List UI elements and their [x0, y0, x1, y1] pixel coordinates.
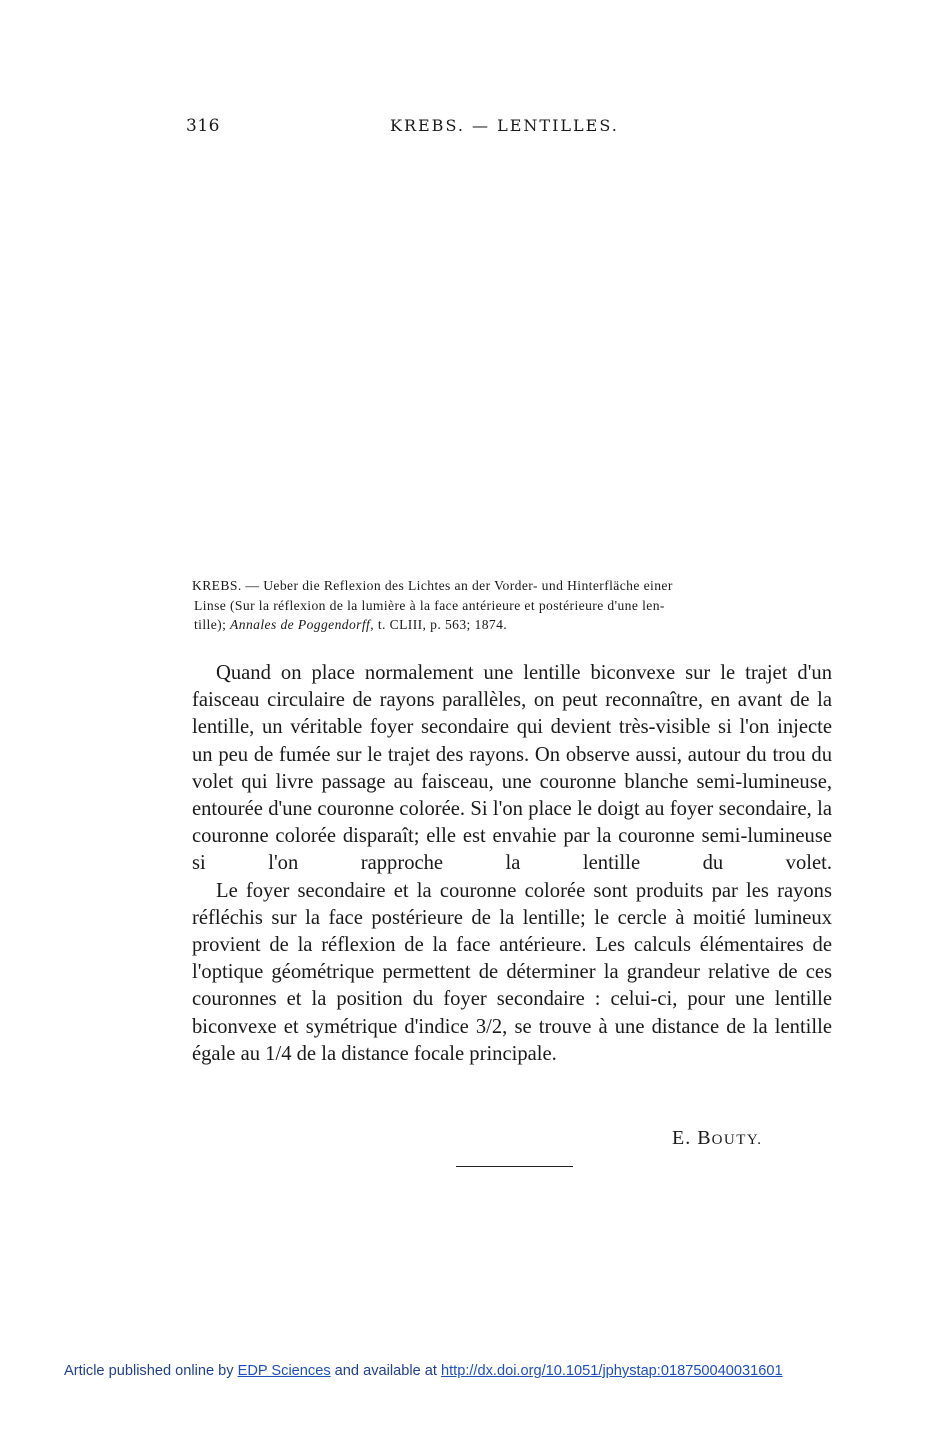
bibliographic-reference — [192, 576, 832, 635]
page-number: 316 — [186, 116, 220, 136]
publication-footer — [64, 1363, 884, 1379]
journal-title: Annales de Poggendorff, — [230, 617, 375, 632]
signature-initial: E. B — [672, 1127, 712, 1149]
reference-line-1: KREBS. — Ueber die Reflexion des Lichtes an der Vorder- und Hinterfläche einer — [192, 578, 673, 593]
reference-line-3 — [192, 615, 832, 635]
reference-line-3-end: t. CLIII, p. 563; 1874. — [374, 617, 508, 632]
section-divider — [456, 1166, 573, 1167]
page-header — [0, 116, 930, 140]
paragraph-2: Le foyer secondaire et la couronne colorée sont produits par les rayons réfléchis sur la face postérieure de la lentille; le cercle à moitié lumineux provient de la réflexion de la face antérieure. Les calculs élémentaires de l'optique géométrique permettent de déterminer la grandeur relative de ces couronnes et la position du foyer secondaire : celui-ci, pour une lentille biconvexe et symétrique d'indice 3/2, se trouve à une distance de la lentille égale au 1/4 de la distance focale principale. — [192, 879, 832, 1065]
footer-middle: and available at — [330, 1363, 441, 1379]
running-head: KREBS. — LENTILLES. — [390, 116, 619, 135]
publisher-link[interactable]: EDP Sciences — [237, 1363, 331, 1379]
paragraph-1: Quand on place normalement une lentille biconvexe sur le trajet d'un faisceau circulaire de rayons parallèles, on peut reconnaître, en avant de la lentille, un véritable foyer secondaire qui devient très-visible si l'on injecte un peu de fumée sur le trajet des rayons. On observe aussi, autour du trou du volet qui livre passage au faisceau, une couronne blanche semi-lumineuse, entourée d'une couronne colorée. Si l'on place le doigt au foyer secondaire, la couronne colorée disparaît; elle est envahie par la couronne semi-lumineuse si l'on rapproche la lentille du volet. — [192, 662, 832, 875]
doi-link[interactable]: http://dx.doi.org/10.1051/jphystap:018750040031601 — [440, 1363, 783, 1379]
reference-line-2: Linse (Sur la réflexion de la lumière à la face antérieure et postérieure d'une len- — [194, 597, 665, 613]
author-signature — [672, 1127, 763, 1150]
footer-prefix: Article published online by — [64, 1363, 238, 1379]
article-body — [192, 660, 832, 1068]
reference-line-3-start: tille); — [194, 617, 231, 632]
signature-surname: OUTY. — [711, 1132, 763, 1148]
